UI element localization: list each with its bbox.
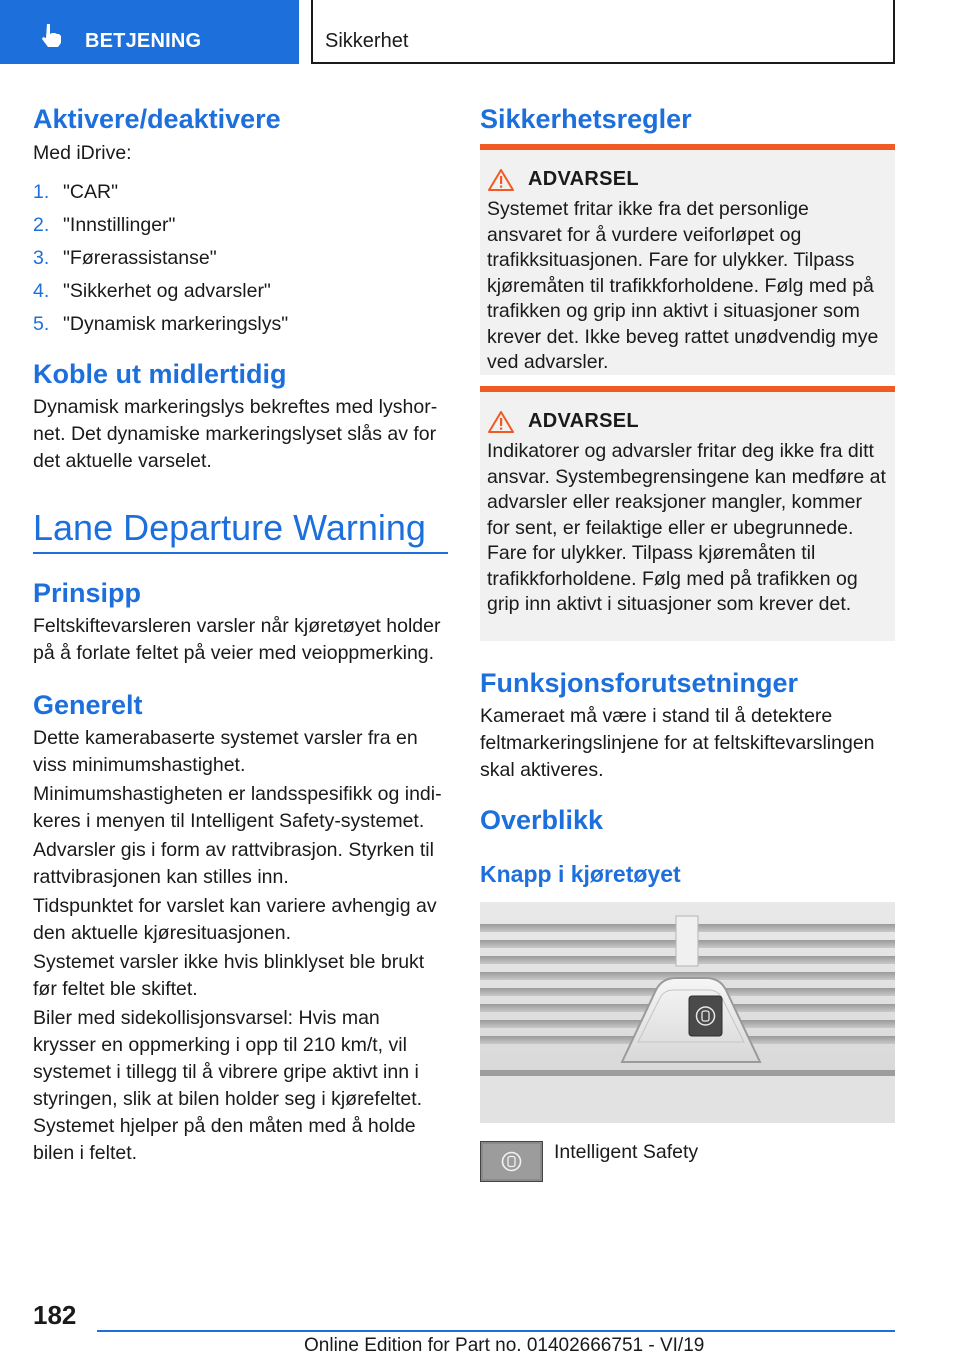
warning-header bbox=[488, 168, 895, 191]
heading-lane-departure: Lane Departure Warning bbox=[33, 507, 426, 548]
right-column-requirements bbox=[480, 667, 895, 784]
left-column-general bbox=[33, 689, 448, 1167]
heading-general: Generelt bbox=[33, 690, 143, 720]
page-title: Sikkerhet bbox=[325, 30, 409, 52]
warning-triangle-icon bbox=[488, 169, 514, 191]
with-idrive-text: Med iDrive: bbox=[33, 142, 132, 164]
paragraph-general: Dette kamerabaserte systemet varsler fra en viss minimumshastighet. bbox=[33, 727, 418, 776]
warning-triangle-icon bbox=[488, 411, 514, 433]
warning-bar bbox=[480, 386, 895, 392]
list-item: 1. "CAR" bbox=[33, 181, 119, 203]
paragraph-general: Advarsler gis i form av rattvibrasjon. Styrken til rattvibrasjonen kan stilles inn. bbox=[33, 839, 434, 888]
left-column-principle bbox=[33, 577, 448, 667]
list-item: 3. "Førerassistanse" bbox=[33, 247, 217, 269]
intelligent-safety-button-icon bbox=[480, 1141, 543, 1182]
header-divider bbox=[311, 0, 313, 64]
right-heading-safety-wrap bbox=[480, 103, 895, 135]
paragraph-requirements: Kameraet må være i stand til å detektere feltmarkeringslinjene for at feltskiftevarslingen skal aktiveres. bbox=[480, 705, 875, 781]
heading-principle: Prinsipp bbox=[33, 578, 142, 608]
page-number: 182 bbox=[33, 1300, 77, 1330]
left-column bbox=[33, 103, 448, 341]
paragraph-general: Systemet varsler ikke hvis blinklyset ble brukt før feltet ble skiftet. bbox=[33, 951, 425, 1000]
heading-rule bbox=[33, 552, 448, 554]
paragraph-general: Minimumshastigheten er landsspesifikk og indikeres i menyen til Intelligent Safety-systemet. bbox=[33, 783, 442, 832]
warning-text: Indikatorer og advarsler fritar deg ikke fra ditt ansvar. Systembegrensingene kan medføre at advarsler eller reaksjoner mangler, kommer for sent, er feilaktige eller er ubegrunnede. Fare for ulykker. Tilpass kjøremåten til trafikkforholdene. Følg med på trafikken og grip inn aktivt i situasjoner som krever det. bbox=[487, 440, 886, 615]
vehicle-button-photo bbox=[480, 902, 895, 1123]
button-label: Intelligent Safety bbox=[554, 1141, 699, 1163]
steps-list bbox=[33, 176, 448, 341]
warning-box bbox=[480, 386, 895, 641]
heading-safety-rules: Sikkerhetsregler bbox=[480, 104, 692, 134]
left-column-lane bbox=[33, 506, 448, 554]
warning-box bbox=[480, 144, 895, 375]
section-label: BETJENING bbox=[85, 30, 202, 52]
paragraph-principle: Feltskiftevarsleren varsler når kjøretøyet holder på å forlate feltet på veier med veioppmerking. bbox=[33, 615, 441, 664]
header-divider bbox=[893, 0, 895, 64]
paragraph-general: Biler med sidekollisjonsvarsel: Hvis man krysser en oppmerking i opp til 210 km/t, vil systemet i tillegg til å vibrere gripe aktivt inn i styringen, slik at bilen holder seg i kjørefeltet. Systemet hjelper på den måten med å holde bilen i feltet. bbox=[33, 1007, 423, 1164]
heading-activate: Aktivere/deaktivere bbox=[33, 104, 281, 134]
heading-requirements: Funksjonsforutsetninger bbox=[480, 668, 799, 698]
warning-label: ADVARSEL bbox=[528, 410, 639, 432]
warning-label: ADVARSEL bbox=[528, 168, 639, 190]
paragraph-general: Tidspunktet for varslet kan variere avhengig av den aktuelle kjøresituasjonen. bbox=[33, 895, 437, 944]
list-item: 2. "Innstillinger" bbox=[33, 214, 176, 236]
warning-bar bbox=[480, 144, 895, 150]
warning-text: Systemet fritar ikke fra det personlige ansvaret for å vurdere veiforløpet og trafikksituasjonen. Fare for ulykker. Tilpass kjøremåten til trafikkforholdene. Følg med på trafikken og grip inn aktivt i situasjoner som krever det. Ikke beveg rattet unødvendig mye ved advarsler. bbox=[487, 198, 879, 373]
warning-header bbox=[488, 410, 895, 433]
heading-overview: Overblikk bbox=[480, 805, 604, 835]
left-column-temp bbox=[33, 358, 448, 475]
list-item: 5. "Dynamisk markeringslys" bbox=[33, 313, 289, 335]
header-divider bbox=[311, 62, 895, 64]
right-column-overview bbox=[480, 804, 895, 836]
heading-button-in-vehicle: Knapp i kjøretøyet bbox=[480, 861, 681, 887]
section-tab bbox=[0, 0, 299, 64]
paragraph-temporary: Dynamisk markeringslys bekreftes med lyshornet. Det dynamiske markeringslyset slås av for det aktuelle varselet. bbox=[33, 396, 438, 472]
footer-edition: Online Edition for Part no. 01402666751 - VI/19 bbox=[304, 1335, 705, 1356]
footer-rule bbox=[97, 1330, 895, 1332]
right-column-button bbox=[480, 860, 895, 888]
heading-temporary: Koble ut midlertidig bbox=[33, 359, 287, 389]
hand-pointer-icon bbox=[38, 22, 64, 48]
list-item: 4. "Sikkerhet og advarsler" bbox=[33, 280, 271, 302]
